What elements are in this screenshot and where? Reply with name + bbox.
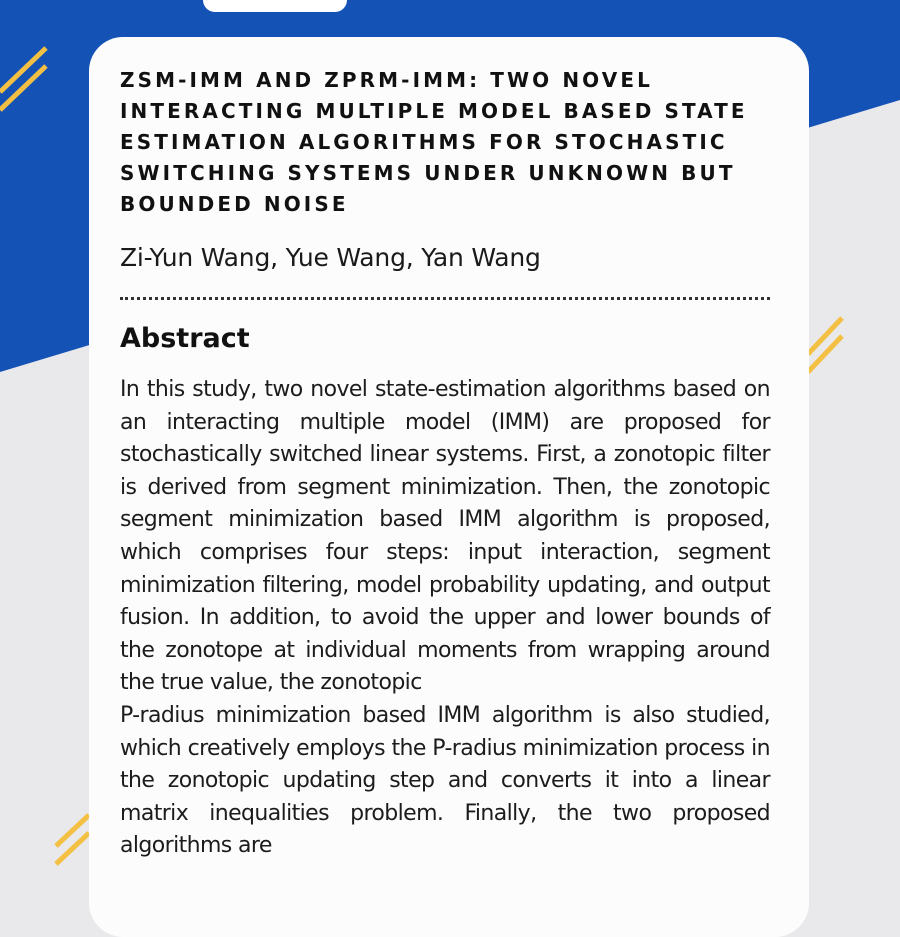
top-tab-decoration xyxy=(203,0,347,12)
paper-card xyxy=(89,37,809,937)
paper-title: ZSM-IMM AND ZPRM-IMM: TWO NOVEL INTERACTING MULTIPLE MODEL BASED STATE ESTIMATION ALGORITHMS FOR STOCHASTIC SWITCHING SYSTEMS UNDER UNKNOWN BUT BOUNDED NOISE xyxy=(120,68,748,216)
abstract-heading: Abstract xyxy=(120,323,250,354)
paper-authors: Zi-Yun Wang, Yue Wang, Yan Wang xyxy=(120,243,541,272)
decor-stripes-bottom-left xyxy=(56,815,89,864)
abstract-paragraph: P-radius minimization based IMM algorithm is also studied, which creatively employs the P-radius minimization process in the zonotopic updating step and converts it into a linear matrix inequalities problem. Finally, the two proposed algorithms are xyxy=(120,702,770,859)
abstract-paragraph: In this study, two novel state-estimation algorithms based on an interacting multiple model (IMM) are proposed for stochastically switched linear systems. First, a zonotopic filter is derived from segment minimization. Then, the zonotopic segment minimization based IMM algorithm is proposed, which comprises four steps: input interaction, segment minimization filtering, model probability updating, and output fusion. In addition, to avoid the upper and lower bounds of the zonotope at individual moments from wrapping around the true value, the zonotopic xyxy=(120,377,770,696)
abstract-body xyxy=(120,374,770,863)
dotted-divider xyxy=(120,297,770,300)
decor-stripes-right xyxy=(808,318,842,372)
